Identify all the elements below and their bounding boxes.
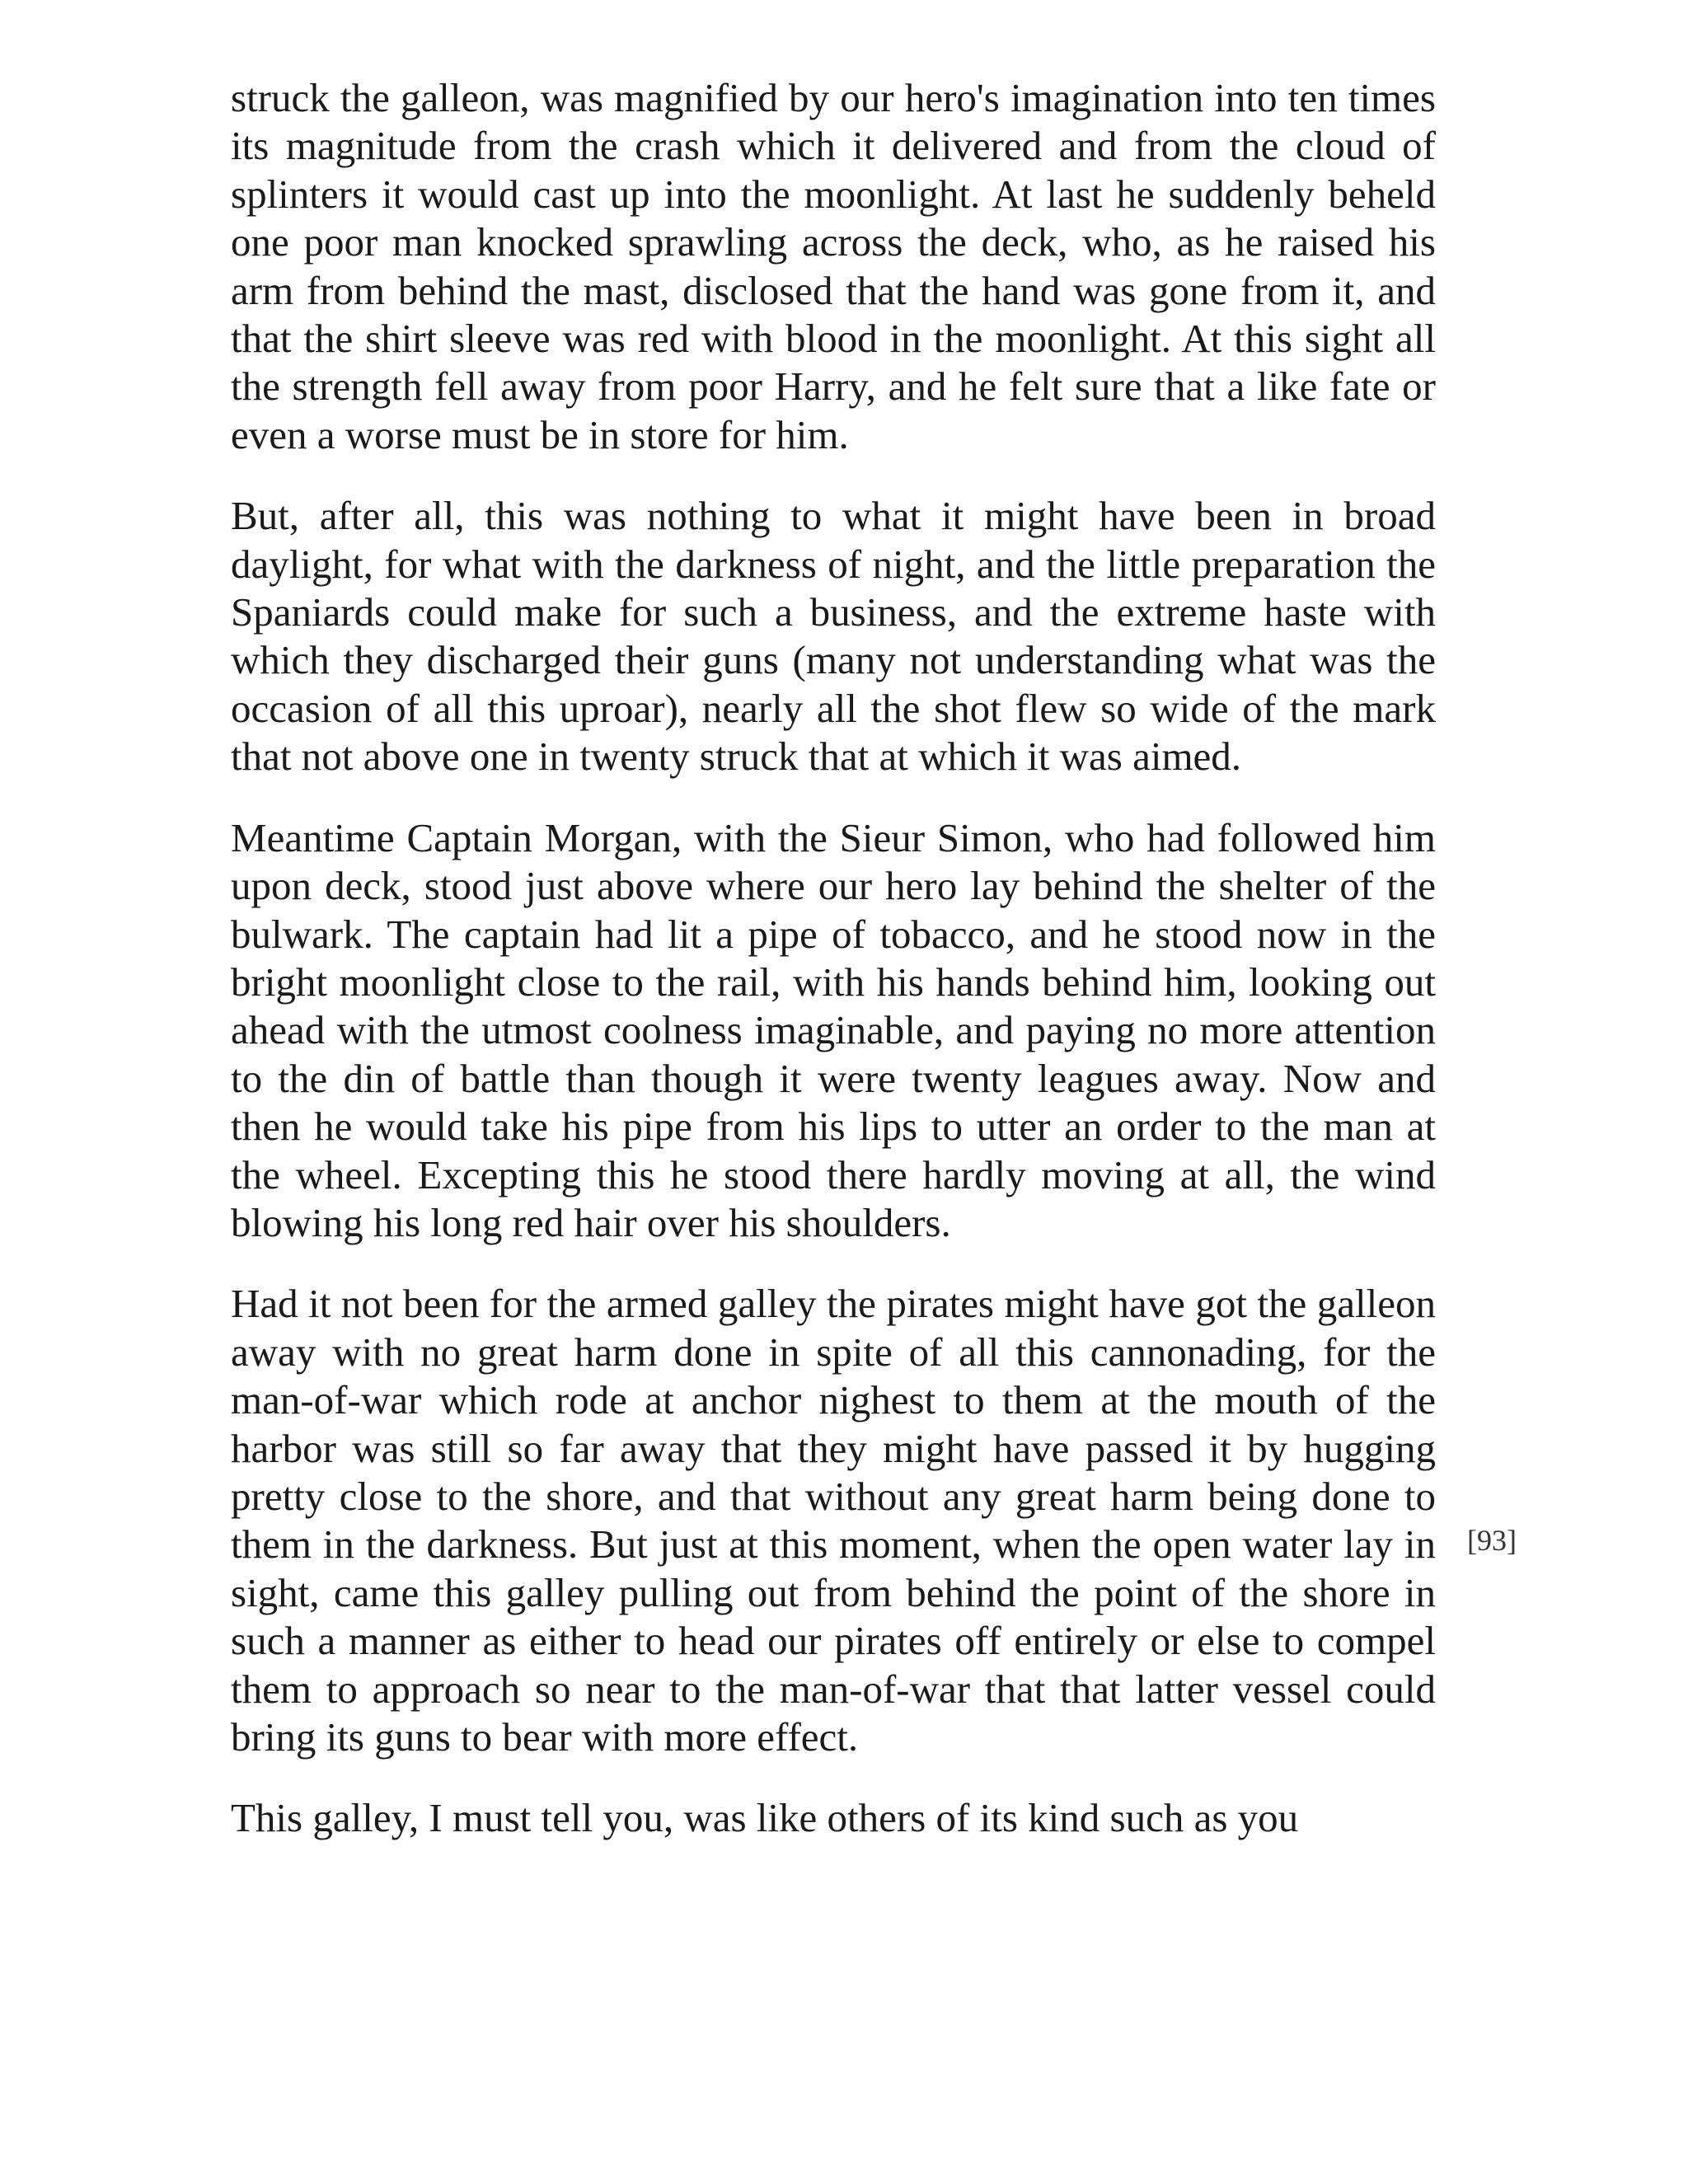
paragraph-4: Had it not been for the armed galley the pirates might have got the galleon away with no great harm done in spite of all this cannonading, for the man-of-war which rode at anchor nighest to them at the mouth of the harbor was still so far away that they might have passed it by hugging pretty close to the shore, and that without any great harm being done to them in the darkness. But just at this moment, when the open water lay in sight, came this galley pulling out from behind the point of the shore in such a manner as either to head our pirates off entirely or else to compel them to approach so near to the man-of-war that that latter vessel could bring its guns to bear with more effect. — [231, 1281, 1436, 1760]
paragraph-2: But, after all, this was nothing to what it might have been in broad daylight, for what with the darkness of night, and the little preparation the Spaniards could make for such a business, and the extreme haste with which they discharged their guns (many not understanding what was the occasion of all this uproar), nearly all the shot flew so wide of the mark that not above one in twenty struck that at which it was aimed. — [231, 493, 1436, 780]
paragraph-1: struck the galleon, was magnified by our hero's imagination into ten times its magnitude from the crash which it delivered and from the cloud of splinters it would cast up into the moonlight. At last he suddenly beheld one poor man knocked sprawling across the deck, who, as he raised his arm from behind the mast, disclosed that the hand was gone from it, and that the shirt sleeve was red with blood in the moonlight. At this sight all the strength fell away from poor Harry, and he felt sure that a like fate or even a worse must be in store for him. — [231, 75, 1436, 457]
paragraph-3: Meantime Captain Morgan, with the Sieur Simon, who had followed him upon deck, stood just above where our hero lay behind the shelter of the bulwark. The captain had lit a pipe of tobacco, and he stood now in the bright moonlight close to the rail, with his hands behind him, looking out ahead with the utmost coolness imaginable, and paying no more attention to the din of battle than though it were twenty leagues away. Now and then he would take his pipe from his lips to utter an order to the man at the wheel. Excepting this he stood there hardly moving at all, the wind blowing his long red hair over his shoulders. — [231, 814, 1436, 1245]
paragraph-5: This galley, I must tell you, was like others of its kind such as you — [231, 1795, 1299, 1841]
page-number: [93] — [1467, 1524, 1517, 1557]
page-body — [231, 74, 1436, 1876]
